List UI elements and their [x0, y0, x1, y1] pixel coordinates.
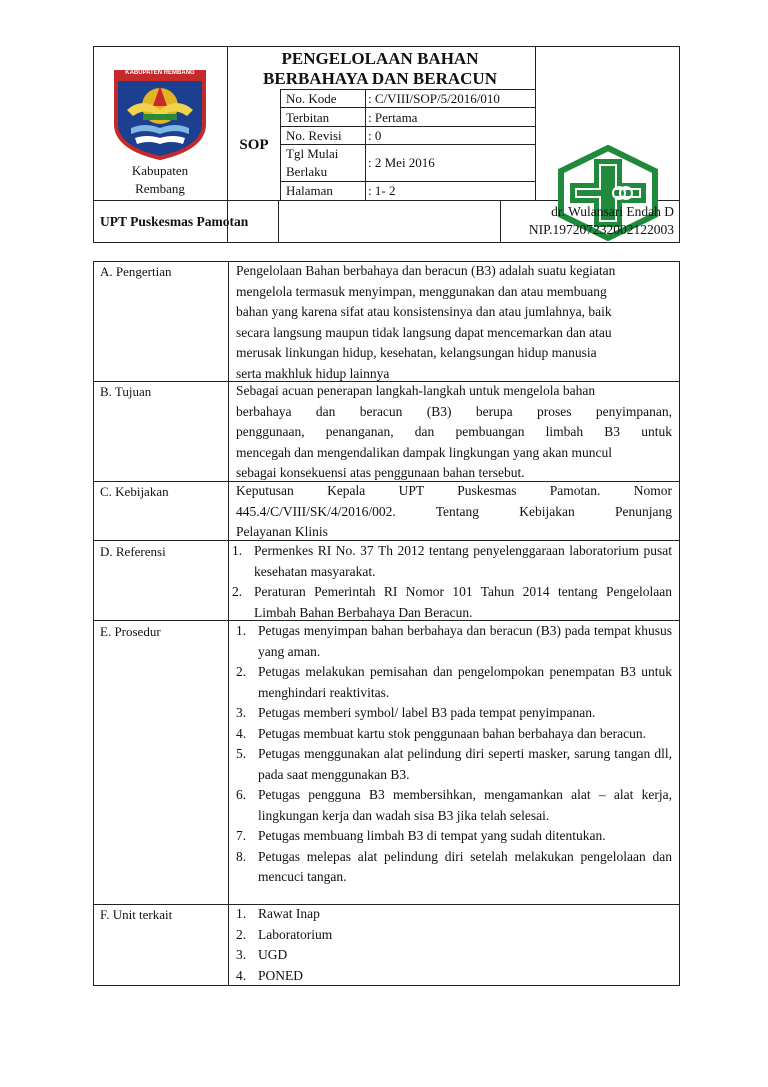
list-item [236, 904, 672, 925]
doc-info-value-halaman: : 1- 2 [368, 183, 396, 198]
list-item [236, 785, 672, 826]
section-label-tujuan: B. Tujuan [100, 384, 152, 399]
text-line [236, 402, 672, 423]
list-text: Petugas melakukan pemisahan dan pengelompokan penempatan B3 untuk menghindari reaktivitas. [258, 664, 672, 700]
list-number: 6. [236, 787, 247, 802]
text-line: Pengelolaan Bahan berbahaya dan beracun (B3) adalah suatu kegiatan [236, 263, 616, 278]
list-item [232, 541, 672, 582]
text-line: 445.4/C/VIII/SK/4/2016/002. Tentang Kebijakan Penunjang [236, 503, 672, 519]
text-line: penggunaan, penanganan, dan pembuangan limbah B3 untuk [236, 424, 672, 439]
list-text: Petugas pengguna B3 membersihkan, mengamankan alat – alat kerja, lingkungan kerja dan wadah sisa B3 jika telah selesai. [258, 787, 672, 823]
section-label-referensi: D. Referensi [100, 544, 166, 559]
region-name-line1: Kabupaten [131, 163, 189, 178]
list-number: 4. [236, 967, 247, 983]
list-text: Petugas memberi symbol/ label B3 pada tempat penyimpanan. [258, 705, 596, 720]
section-label-kebijakan: C. Kebijakan [100, 484, 169, 499]
list-item [236, 826, 672, 847]
doc-info-label-kode: No. Kode [286, 91, 337, 106]
referensi-list [232, 541, 672, 623]
list-item [236, 966, 672, 987]
unit-terkait-list [236, 904, 672, 986]
list-item [236, 724, 672, 745]
list-number: 2. [232, 584, 243, 599]
title-line-2: BERBAHAYA DAN BERACUN [263, 69, 497, 88]
document-title [230, 49, 530, 89]
text-line: secara langsung maupun tidak langsung dapat mencemarkan dan atau [236, 324, 612, 340]
title-line-1: PENGELOLAAN BAHAN [281, 49, 479, 68]
sop-label: SOP [239, 137, 269, 153]
list-number: 3. [236, 947, 247, 962]
prosedur-list [236, 621, 672, 888]
list-number: 8. [236, 848, 247, 864]
list-number: 1. [232, 543, 243, 558]
list-text: Petugas melepas alat pelindung diri setelah melakukan pengelolaan dan mencuci tangan. [258, 848, 672, 884]
list-text: UGD [258, 947, 288, 962]
list-number: 4. [236, 725, 247, 741]
section-label-pengertian: A. Pengertian [100, 264, 172, 279]
section-text-pengertian [236, 261, 672, 384]
list-text: Laboratorium [258, 926, 333, 942]
text-line: Pelayanan Klinis [236, 524, 328, 539]
text-line: Sebagai acuan penerapan langkah-langkah untuk mengelola bahan [236, 383, 596, 398]
text-line: serta makhluk hidup lainnya [236, 365, 390, 381]
doc-info-label-tgl-line1: Tgl Mulai [286, 146, 339, 161]
text-line: mencegah dan mengendalikan dampak lingkungan yang akan muncul [236, 444, 613, 460]
kabupaten-rembang-logo [113, 66, 207, 160]
list-text: Petugas membuang limbah B3 di tempat yang sudah ditentukan. [258, 828, 606, 843]
list-number: 1. [236, 623, 247, 638]
list-text: Petugas membuat kartu stok penggunaan bahan berbahaya dan beracun. [258, 725, 646, 741]
section-text-kebijakan [236, 481, 672, 543]
list-text: Rawat Inap [258, 906, 320, 921]
signatory-name: dr. Wulansari Endah D [551, 204, 674, 219]
list-text: PONED [258, 967, 304, 983]
region-name-line2: Rembang [135, 181, 185, 196]
list-item [236, 744, 672, 785]
list-number: 5. [236, 746, 247, 761]
text-line: merusak linkungan hidup, kesehatan, kelangsungan hidup manusia [236, 345, 597, 360]
text-line-content: berbahaya dan beracun (B3) berupa proses penyimpanan, [236, 403, 672, 419]
list-item [236, 621, 672, 662]
list-item [236, 945, 672, 966]
section-label-prosedur: E. Prosedur [100, 624, 161, 639]
list-number: 2. [236, 926, 247, 942]
doc-info-value-kode: : C/VIII/SOP/5/2016/010 [368, 91, 500, 106]
list-number: 7. [236, 828, 247, 843]
list-number: 2. [236, 664, 247, 679]
list-text: Peraturan Pemerintah RI Nomor 101 Tahun 2014 tentang Pengelolaan Limbah Bahan Berbahaya Dan Beracun. [254, 584, 672, 620]
list-text: Permenkes RI No. 37 Th 2012 tentang penyelenggaraan laboratorium pusat kesehatan masyarakat. [254, 543, 672, 579]
list-text: Petugas menggunakan alat pelindung diri seperti masker, sarung tangan dll, pada saat menggunakan B3. [258, 746, 672, 782]
list-item [236, 847, 672, 888]
text-line: Keputusan Kepala UPT Puskesmas Pamotan. Nomor [236, 483, 672, 498]
region-banner: KABUPATEN REMBANG [125, 70, 195, 76]
list-number: 1. [236, 906, 247, 921]
list-number: 3. [236, 705, 247, 720]
doc-info-label-tgl-line2: Berlaku [286, 164, 328, 179]
section-text-tujuan [236, 381, 672, 484]
text-line: bahan yang karena sifat atau konsistensinya dan atau jumlahnya, baik [236, 304, 612, 319]
unit-name: UPT Puskesmas Pamotan [100, 214, 249, 229]
list-item [236, 662, 672, 703]
list-item [232, 582, 672, 623]
section-label-unit-terkait: F. Unit terkait [100, 907, 173, 922]
doc-info-value-revisi: : 0 [368, 128, 382, 143]
list-item [236, 703, 672, 724]
text-line: sebagai konsekuensi atas penggunaan bahan tersebut. [236, 465, 525, 480]
doc-info-value-terbitan: : Pertama [368, 110, 418, 125]
doc-info-label-terbitan: Terbitan [286, 110, 330, 125]
list-text: Petugas menyimpan bahan berbahaya dan beracun (B3) pada tempat khusus yang aman. [258, 623, 672, 659]
doc-info-label-halaman: Halaman [286, 183, 333, 198]
signatory-nip: NIP.197207232002122003 [528, 222, 674, 237]
list-item [236, 925, 672, 946]
doc-info-value-tgl: : 2 Mei 2016 [368, 155, 435, 170]
text-line: mengelola termasuk menyimpan, menggunakan dan atau membuang [236, 283, 607, 299]
doc-info-label-revisi: No. Revisi [286, 128, 342, 143]
